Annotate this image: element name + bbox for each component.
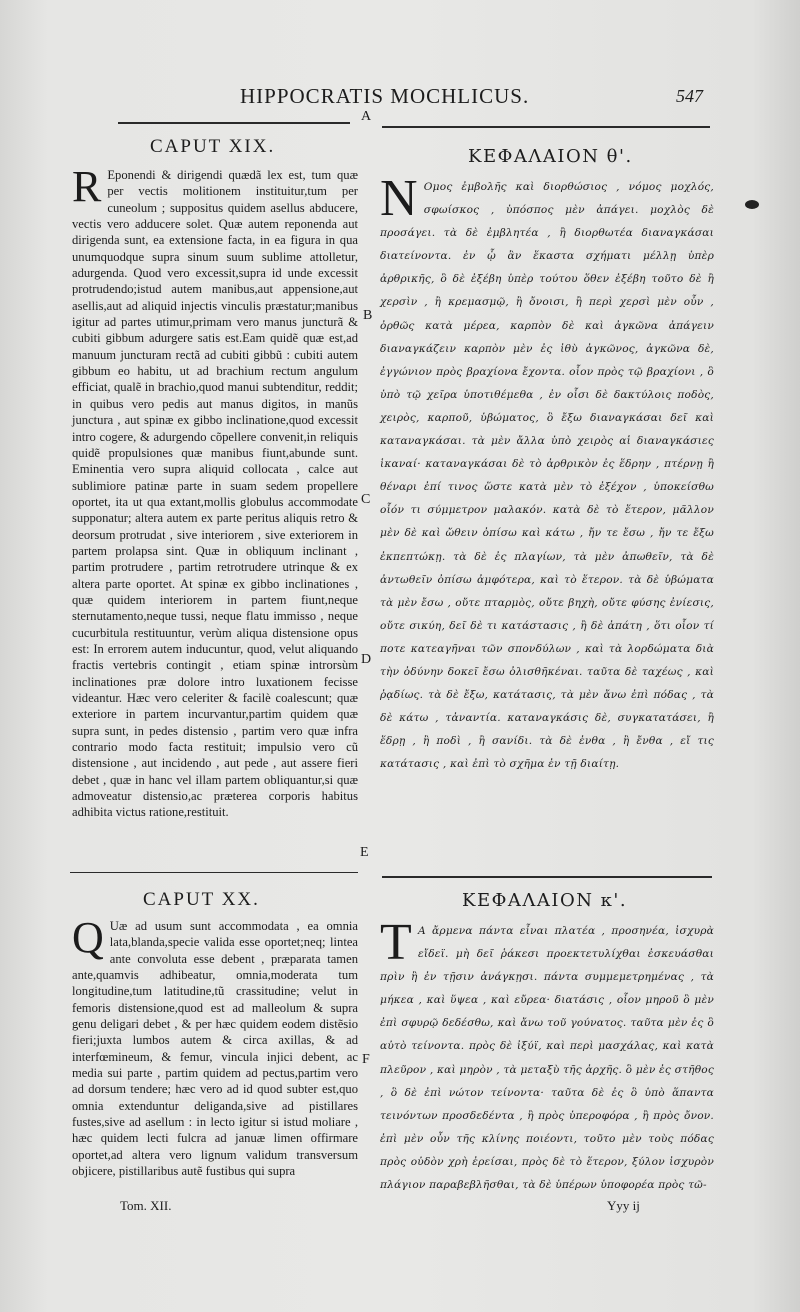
volume-label: Tom. XII. <box>120 1198 172 1213</box>
margin-marker-e: E <box>360 845 369 860</box>
latin-column-20 <box>72 913 358 1198</box>
margin-marker-d: D <box>361 652 372 667</box>
latin-column-19 <box>72 162 358 867</box>
drop-cap: Τ <box>380 914 412 971</box>
ink-blot <box>745 200 759 209</box>
margin-marker-f: F <box>362 1052 370 1067</box>
margin-marker-a: A <box>361 109 372 124</box>
section-rule-left <box>70 872 358 873</box>
header-rule-left <box>118 122 350 124</box>
latin-text: Uæ ad usum sunt accommodata , ea omnia lata,blanda,specie valida esse oportet;neq; lintea ante convoluta esse debent , præparata tamen ante,quamvis adhibeatur, omnia,moderata tum longitudine,tum latitudine,tũ crassitudine; velut in femoris distensione,quod est ad malleolum & supra genu deligari debet , & per hæc quidem eodem distẽsio fieri;juxta lumbos autem & circa axillas, & ad interfœmineum, & femur, vincula injici debent, ac media sui parte , partim quidem ad pectus,partim vero ad dorsum tendere; hæc vero ad id quod subter est,quo omnia extenduntur deliganda,sive ad pistillares fustes,sive ad asellum : in lecto igitur si istud moliare , hæc quidem lecti fulcra ad januæ limen offirmare oportet,ad altera vero lignum validum transversum objicere, pistillaribus autẽ fustibus qui supra <box>72 919 358 1179</box>
signature-mark: Yyy ij <box>607 1198 640 1213</box>
running-title: HIPPOCRATIS MOCHLICUS. <box>240 84 530 108</box>
drop-cap: Q <box>72 913 104 962</box>
latin-heading-19: CAPUT XIX. <box>150 136 276 157</box>
header-rule-right <box>382 126 710 128</box>
greek-heading-20: ΚΕΦΑΛΑΙΟΝ κ'. <box>462 890 628 911</box>
drop-cap: R <box>72 162 102 211</box>
page-number: 547 <box>676 86 703 106</box>
drop-cap: Ν <box>380 170 418 227</box>
greek-text: Α ἄρμενα πάντα εἶναι πλατέα , προσηνέα, ἰσχυρὰ εἴδεϊ. μὴ δεῖ ῥάκεσι προεκτετυλίχθαι ἐσκευάσθαι πρὶν ἢ ἐν τῇσιν ἀνάγκῃσι. πάντα συμμεμετρημένας , τὰ μήκεα , καὶ ὕψεα , καὶ εὔρεα· διατάσις , οἷον μηροῦ ὃ μὲν ἐπὶ σφυρῷ δεδέσθω, καὶ ἄνω τοῦ γούνατος. ταῦτα μὲν ἐς ὃ αὐτὸ τείνοντα. πρὸς δὲ ἰξύϊ, καὶ περὶ μασχάλας, καὶ κατὰ πλεῦρον , καὶ μηρὸν , τὰ μεταξὺ τῆς ἀρχῆς. ὃ μὲν ἐς στῆθος , ὃ δὲ ἐπὶ νώτον τείνοντα· ταῦτα δὲ ἐς ὃ ὑπὸ ἅπαντα τεινόντων προσδεδέντα , ἢ πρὸς ὑπεροφόρα , ἢ πρὸς ὄνον. ἐπὶ μὲν οὖν τῆς κλίνης ποιέοντι, τοῦτο μὲν τοὺς πόδας πρὸς οὐδὸν χρὴ ἐρείσαι, πρὸς δὲ τὸ ἕτερον, ξύλον ἰσχυρὸν πλάγιον παραβεβλῆσθαι, τὰ δὲ ὑπέρων ὑποφορέα πρὸς τῶ- <box>380 925 714 1192</box>
latin-heading-20: CAPUT XX. <box>143 889 260 910</box>
greek-column-20 <box>380 914 714 1200</box>
greek-text: Ομος ἐμβολῆς καὶ διορθώσιος , νόμος μοχλός, σφωίσκος , ὑπόσπος μὲν ἀπάγει. μοχλὸς δὲ προσάγει. τὰ δὲ ἐμβλητέα , ἢ διορθωτέα διαναγκάσαι διατείνοντα. ἐν ᾧ ἂν ἕκαστα σχήματι μέλλῃ ὑπὲρ ἀρθρικῆς, ὃ δὲ ἐξέβη ὑπὲρ τούτου ὅθεν ἐξέβη τοῦτο δὲ ἢ χερσὶν , ἢ κρεμασμῷ, ἢ ὄνοισι, ἢ περὶ χερσὶ μὲν οὖν , ὀρθῶς κατὰ μέρεα, καρπὸν δὲ καὶ ἀγκῶνα ἀπάγειν διαναγκάζειν καρπὸν μὲν ἐς ἰθὺ ἀγκῶνος, ἀγκῶνα δὲ, ἐγγώνιον πρὸς βραχίονα ἔχοντα. οἷον πρὸς τῷ βραχίονι , ὃ ὑπὸ τῷ χεῖρα ὑποτιθέμεθα , ἐν οἷσι δὲ δακτύλοις ποδὸς, χειρὸς, καρποῦ, ὑβώματος, ὃ ἔξω διαναγκάσαι δεῖ καὶ καταναγκάσαι. τὰ μὲν ἄλλα ὑπὸ χειρὸς αἱ διαναγκάσιες ἱκαναί· καταναγκάσαι δὲ τὸ ἀρθρικὸν ἐς ἕδρην , πτέρνῃ ἢ θέναρι ἐπί τινος ὥστε κατὰ μὲν τὸ ἐξέχον , ὑποκείσθω οἷόν τι σύμμετρον μαλακόν. κατὰ δὲ τὸ ἕτερον, μᾶλλον μὲν δὲ καὶ ὤθειν ὀπίσω καὶ κάτω , ἤν τε ἔσω , ἤν τε ἔξω ἐκπεπτώκῃ. τὰ δὲ ἐς πλαγίων, τὰ μὲν ἀπωθεῖν, τὰ δὲ ἀντωθεῖν ὀπίσω ἀμφότερα, καὶ τὸ ἕτερον. τὰ δὲ ὑβώματα τὰ μὲν ἔσω , οὔτε πταρμὸς, οὔτε βηχὴ, οὔτε φύσης ἐνίεσις, οὔτε σικύη, δεῖ δὲ τι κατάστασις , ἢ δὲ ἀπάτη , ὅτι οἷον τί ποτε κατεαγῆναι τῶν σπονδύλων , καὶ τὰ λορδώματα διὰ τὴν ὀδύνην δοκεῖ ἔσω ὀλισθῆκέναι. ταῦτα δὲ ταχέως , καὶ ῥᾳδίως. τὰ δὲ ἔξω, κατάτασις, τὰ μὲν ἄνω ἐπὶ πόδας , τὰ δὲ κάτω , τἀναντία. καταναγκάσις δὲ, συγκατατάσει, ἢ ἕδρῃ , ἢ ποδὶ , ἢ σανίδι. τὰ δὲ ἐνθα , ἢ ἔνθα , εἴ τις κατάτασις , καὶ ἐπὶ τὸ σχῆμα ἐν τῇ διαίτῃ. <box>380 181 714 771</box>
section-rule-right <box>382 876 712 878</box>
latin-text: Eponendi & dirigendi quædã lex est, tum quæ per vectis molitionem instituitur,tum per cuneolum ; suppositus quidem asellus abducere, vectis vero adducere solet. Quæ autem reponenda aut dirigenda sunt, ea extensione facta, in ea figura in qua unumquodque supra sinum suum sublime attolletur, adurgenda. Quod vero excessit,supra id unde excessit protrudendo;istud autem manibus,aut appensione,aut asellis,aut ad aliquid injectis vinculis præstatur;manibus igitur ad partes utimur,primam vero manus juncturã & cubiti gibbum adurgere satis est.Eam quidẽ quæ est,ad manuum juncturam rectã ad cubiti gibbũ : cubiti autem gibbum eo habitu, ut ad brachium rectum angulum efficiat, qualẽ in brachio,quod manui subtenditur, reddit; in quibus vero pedis aut manus digitos, in manũs junctura , aut spinæ ex gibbo inclinatione,quod excessit intro cogere, & adurgendo cõpellere convenit,in reliquis quidẽ propulsiones quæ manibus fiunt,abunde sunt. Eminentia vero supra aliquid collocata , calce aut sublimiore patinæ parte in suam sedem propellere oportet, ita ut qua extant,mollis globulus accommodate supponatur; altera autem ex parte peritus aliquis retro & deorsum protrudat , sive interiorem , sive exteriorem in partem prolapsa sint. Quæ in obliquum inclinant , partim protrudere , partim retrotrudere utrinque & ex altera parte oportet. At spinæ ex gibbo inclinationes , quæ quidem interiorem in partem fiunt,neque sternutamento,neque tussi, neque flatu immisso , neque cucurbitula restituuntur, verùm aliqua distensione opus est: In errorem autem inducuntur, quod, velut aliquando fractis vertebris contingit , etiam spinæ introrsùm inclinationes præ dolore intro luxationem fecisse videantur. Hæc vero celeriter & facilè coalescunt; quæ exteriore in partem incurvantur,partim quidem quæ supra sunt, in pedes distensio , partim vero quæ infra contrario modo facta restituit; impulsio vero cũ distensione , aut incidendo , aut pede , aut assere fieri debet , quæ in hanc vel illam partem obliquantur,si quæ admoveatur distensio,ac præterea corporis habitus adhibita victus ratione,restituit. <box>72 168 358 820</box>
margin-marker-c: C <box>361 492 371 507</box>
greek-heading-19: ΚΕΦΑΛΑΙΟΝ θ'. <box>468 146 633 167</box>
margin-marker-b: B <box>363 308 373 323</box>
greek-column-19 <box>380 170 714 776</box>
